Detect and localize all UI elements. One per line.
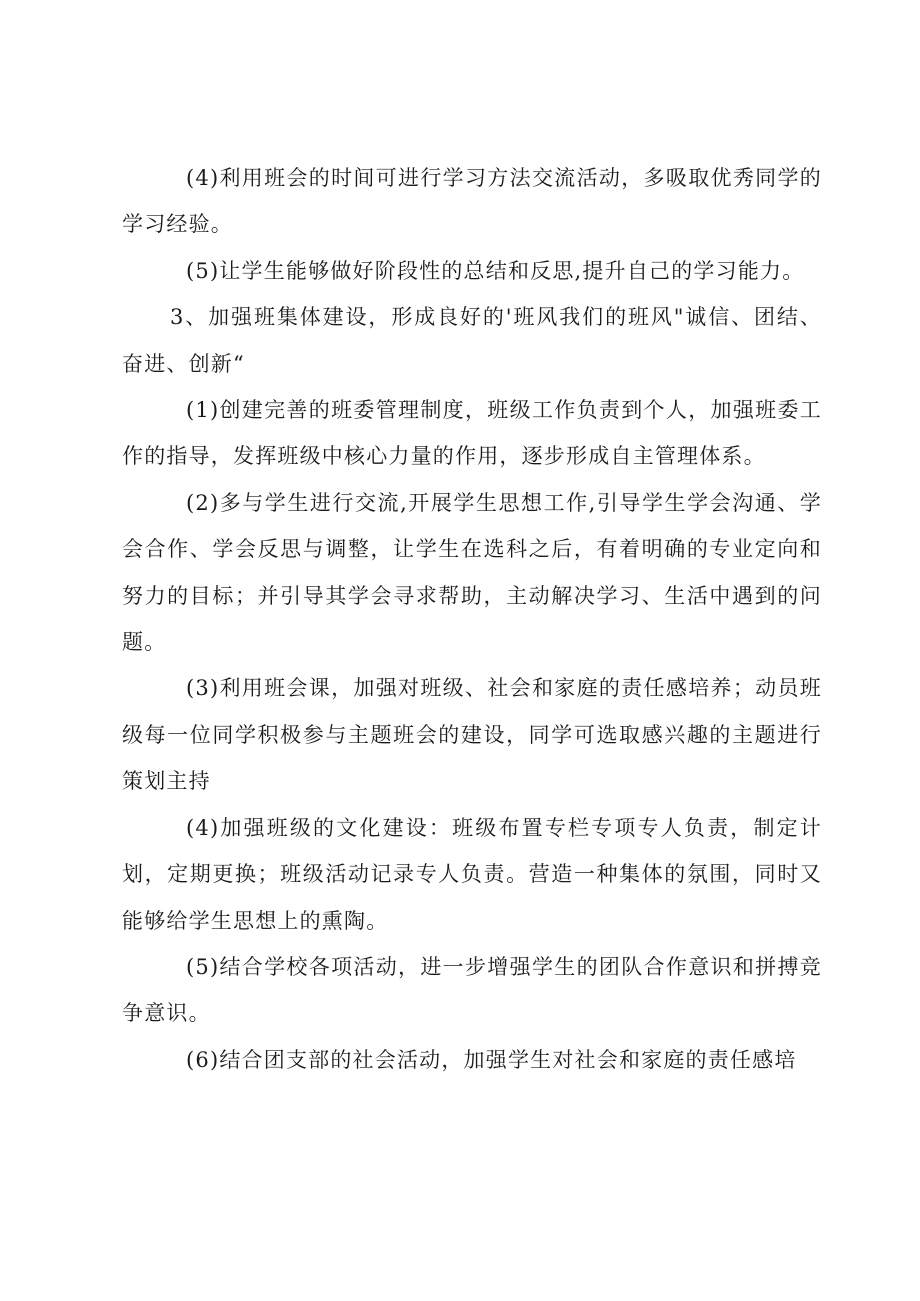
section-heading-class-building: 3、加强班集体建设，形成良好的'班风我们的班风"诚信、团结、奋进、创新“ (122, 305, 822, 376)
paragraph-4-culture: (4)加强班级的文化建设：班级布置专栏专项专人负责，制定计划，定期更换；班级活动记录专人负责。营造一种集体的氛围，同时又能够给学生思想上的熏陶。 (122, 815, 822, 933)
paragraph-3-class-meeting: (3)利用班会课，加强对班级、社会和家庭的责任感培养；动员班级每一位同学积极参与主题班会的建设，同学可选取感兴趣的主题进行策划主持 (122, 676, 822, 794)
paragraph-1-committee: (1)创建完善的班委管理制度，班级工作负责到个人，加强班委工作的指导，发挥班级中核心力量的作用，逐步形成自主管理体系。 (122, 398, 822, 469)
paragraph-5-reflection: (5)让学生能够做好阶段性的总结和反思,提升自己的学习能力。 (186, 258, 805, 283)
paragraph-4-exchange: (4)利用班会的时间可进行学习方法交流活动，多吸取优秀同学的学习经验。 (122, 166, 822, 237)
paragraph-6-league-branch: (6)结合团支部的社会活动，加强学生对社会和家庭的责任感培 (186, 1047, 797, 1072)
paragraph-5-activities: (5)结合学校各项活动，进一步增强学生的团队合作意识和拼搏竞争意识。 (122, 954, 822, 1026)
document-body (122, 155, 822, 1083)
paragraph-2-communication: (2)多与学生进行交流,开展学生思想工作,引导学生学会沟通、学会合作、学会反思与调整，让学生在选科之后，有着明确的专业定向和努力的目标；并引导其学会寻求帮助，主动解决学习、生活中遇到的问题。 (122, 490, 822, 655)
